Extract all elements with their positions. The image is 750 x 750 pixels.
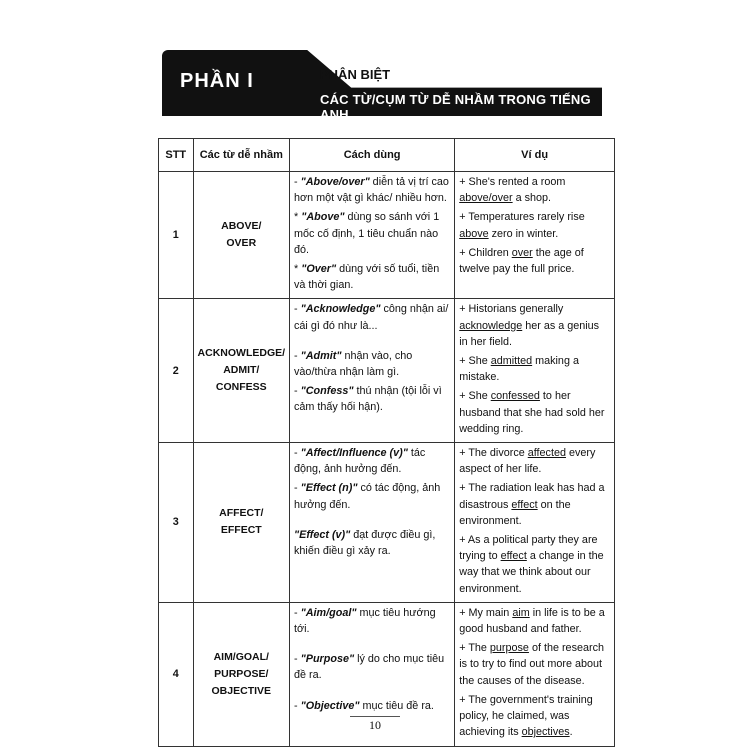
- confusing-words: [193, 602, 290, 746]
- header-usage: Cách dùng: [290, 139, 455, 172]
- header-example: Ví dụ: [455, 139, 615, 172]
- example-item: + Historians generally acknowledge her as a genius in her field.: [459, 303, 600, 348]
- usage-cell: [290, 299, 455, 443]
- word-line: AFFECT/: [219, 507, 264, 520]
- word-line: PURPOSE/: [214, 667, 269, 680]
- usage-item: - "Purpose" lý do cho mục tiêu đề ra.: [294, 653, 445, 682]
- usage-cell: [290, 443, 455, 603]
- word-line: OVER: [226, 237, 257, 250]
- header-stt: STT: [159, 139, 194, 172]
- usage-item: * "Over" dùng với số tuổi, tiền và thời gian.: [294, 263, 440, 292]
- word-line: CONFESS: [215, 381, 267, 394]
- example-item: + The divorce affected every aspect of her life.: [459, 447, 596, 476]
- usage-item: - "Confess" thú nhận (tội lỗi vì cảm thấy hối hận).: [294, 385, 442, 414]
- example-item: + The government's training policy, he claimed, was achieving its objectives.: [459, 693, 593, 739]
- example-item: + She admitted making a mistake.: [459, 355, 579, 384]
- example-item: + Children over the age of twelve pay the full price.: [459, 246, 584, 276]
- example-item: + She's rented a room above/over a shop.: [459, 176, 566, 205]
- confusing-words: [193, 299, 290, 443]
- usage-item: - "Above/over" diễn tả vị trí cao hơn một vật gì khác/ nhiều hơn.: [294, 176, 449, 205]
- confusing-words: [193, 172, 290, 299]
- usage-item: - "Acknowledge" công nhận ai/ cái gì đó như là...: [294, 303, 449, 332]
- word-line: EFFECT: [220, 524, 262, 537]
- example-item: + As a political party they are trying to effect a change in the way that we think about our environment.: [459, 534, 604, 595]
- comparison-table: [158, 138, 615, 747]
- table-header-row: [159, 139, 615, 172]
- row-number: 3: [159, 443, 194, 603]
- example-cell: [455, 172, 615, 299]
- usage-cell: [290, 172, 455, 299]
- example-cell: [455, 299, 615, 443]
- usage-item: - "Objective" mục tiêu đề ra.: [294, 699, 434, 712]
- header-title-line1: PHÂN BIỆT: [320, 67, 391, 82]
- word-line: ADMIT/: [223, 364, 260, 377]
- word-line: OBJECTIVE: [211, 684, 272, 697]
- usage-item: - "Effect (n)" có tác động, ảnh hưởng đến.: [294, 482, 441, 511]
- word-line: ABOVE/: [221, 220, 262, 233]
- example-item: + The purpose of the research is to try to find out more about the causes of the disease.: [459, 642, 604, 687]
- page-number: 10: [369, 718, 381, 732]
- example-item: + My main aim in life is to be a good husband and father.: [459, 606, 605, 636]
- usage-item: * "Above" dùng so sánh với 1 mốc cố định, 1 tiêu chuẩn nào đó.: [294, 211, 440, 256]
- example-cell: [455, 443, 615, 603]
- table-row: [159, 443, 615, 603]
- example-item: + She confessed to her husband that she had sold her wedding ring.: [459, 390, 605, 435]
- word-line: AIM/GOAL/: [213, 650, 269, 663]
- usage-item: - "Aim/goal" mục tiêu hướng tới.: [294, 606, 436, 636]
- usage-item: - "Admit" nhận vào, cho vào/thừa nhận làm gì.: [294, 349, 413, 379]
- page-number-rule: [350, 716, 400, 717]
- example-item: + The radiation leak has had a disastrous effect on the environment.: [459, 482, 605, 527]
- usage-item: "Effect (v)" đạt được điều gì, khiến điều gì xảy ra.: [294, 528, 436, 558]
- word-line: ACKNOWLEDGE/: [197, 347, 286, 360]
- row-number: 4: [159, 602, 194, 746]
- example-cell: [455, 602, 615, 746]
- table-row: [159, 299, 615, 443]
- row-number: 2: [159, 299, 194, 443]
- usage-item: - "Affect/Influence (v)" tác động, ảnh hưởng đến.: [294, 447, 426, 476]
- header-title-line2: CÁC TỪ/CỤM TỪ DỄ NHẦM TRONG TIẾNG ANH: [320, 92, 591, 122]
- part-label: PHẦN I: [180, 70, 254, 92]
- confusing-words: [193, 443, 290, 603]
- table-row: [159, 172, 615, 299]
- row-number: 1: [159, 172, 194, 299]
- header-words: Các từ dễ nhầm: [193, 139, 290, 172]
- example-item: + Temperatures rarely rise above zero in winter.: [459, 211, 585, 240]
- chapter-header: [162, 50, 612, 122]
